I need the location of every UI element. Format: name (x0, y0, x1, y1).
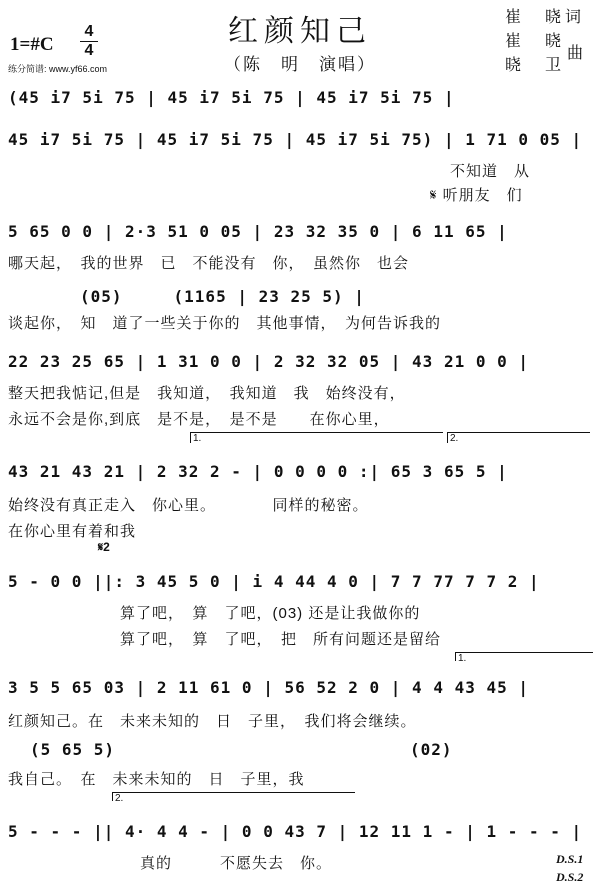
lyricist-credit: 崔 晓词 (505, 9, 586, 26)
score-line-6: 43 21 43 21 | 2 32 2 - | 0 0 0 0 :| 65 3 65 5 | (8, 462, 508, 481)
lyric-line-2b: 𝄋 听朋友 们 (430, 187, 523, 204)
meter-bottom: 4 (84, 42, 94, 59)
lyric-line-5b: 永远不会是你,到底 是不是， 是不是 在你心里， (8, 411, 390, 428)
site-watermark: 练分简谱: www.yf66.com (8, 64, 108, 74)
ds-2: D.S.2 (556, 870, 584, 884)
composer-credit-1: 崔 晓 (505, 33, 566, 50)
score-line-2: 45 i7 5i 75 | 45 i7 5i 75 | 45 i7 5i 75) | 1 71 0 05 | (8, 130, 583, 149)
lyric-line-6a: 始终没有真正走入 你心里。 同样的秘密。 (8, 497, 369, 514)
segno-2-mark: 𝄋2 (98, 540, 110, 554)
lyric-line-7b: 算了吧， 算 了吧， 把 所有问题还是留给 (120, 631, 442, 648)
volta-2: 2. (447, 432, 590, 443)
lyric-line-3a: 哪天起， 我的世界 已 不能没有 你， 虽然你 也会 (8, 255, 410, 272)
song-subtitle: （陈 明 演唱） (224, 55, 376, 74)
meter-top: 4 (84, 23, 94, 40)
lyric-line-8a: 红颜知己。在 未来未知的 日 子里， 我们将会继续。 (8, 713, 417, 730)
volta-2-b: 2. (112, 792, 355, 801)
score-line-4: (05) (1165 | 23 25 5) | (80, 287, 365, 306)
score-line-1: (45 i7 5i 75 | 45 i7 5i 75 | 45 i7 5i 75 | (8, 88, 455, 107)
ds-1: D.S.1 (556, 852, 584, 866)
composer-credit-2: 晓 卫 (505, 57, 566, 74)
lyric-line-7a: 算了吧， 算 了吧，(03) 还是让我做你的 (120, 605, 421, 622)
volta-1-b: 1. (455, 652, 593, 661)
lyric-line-6b: 在你心里有着和我 (8, 523, 137, 540)
lyric-line-9a: 真的 不愿失去 你。 (140, 855, 333, 872)
paren-rest-8: (02) (410, 740, 453, 759)
key-signature: 1=#C (10, 34, 54, 55)
score-line-9: 5 - - - || 4· 4 4 - | 0 0 43 7 | 12 11 1 - | 1 - - - | (8, 822, 583, 841)
score-line-5: 22 23 25 65 | 1 31 0 0 | 2 32 32 05 | 43 21 0 0 | (8, 352, 530, 371)
score-line-3: 5 65 0 0 | 2·3 51 0 05 | 23 32 35 0 | 6 11 65 | (8, 222, 508, 241)
paren-phrase-8: (5 65 5) (30, 740, 116, 759)
lyric-line-5a: 整天把我惦记,但是 我知道， 我知道 我 始终没有， (8, 385, 406, 402)
composer-role: 曲 (567, 45, 588, 62)
score-line-8: 3 5 5 65 03 | 2 11 61 0 | 56 52 2 0 | 4 4 43 45 | (8, 678, 530, 697)
lyric-line-2a: 不知道 从 (450, 163, 531, 180)
score-line-7: 5 - 0 0 ||: 3 45 5 0 | i 4 44 4 0 | 7 7 77 7 7 2 | (8, 572, 540, 591)
lyric-line-4a: 谈起你， 知 道了一些关于你的 其他事情， 为何告诉我的 (8, 315, 442, 332)
lyric-line-8b: 我自己。 在 未来未知的 日 子里，我 (8, 771, 305, 788)
volta-1: 1. (190, 432, 443, 443)
song-title: 红颜知己 (228, 14, 372, 49)
